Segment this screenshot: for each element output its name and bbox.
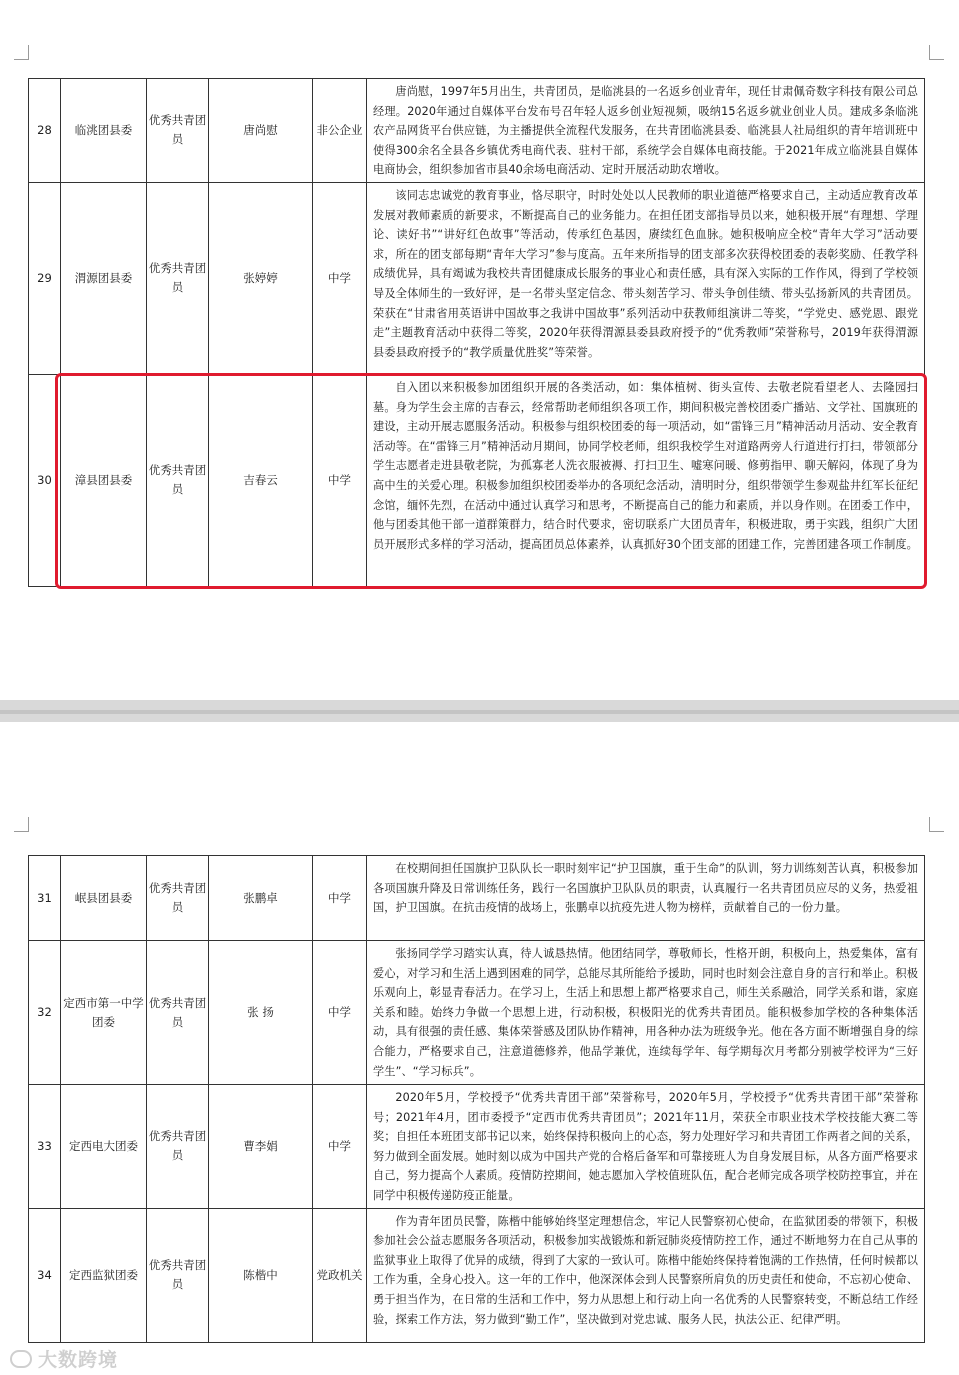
type-cell: 中学 xyxy=(313,1085,367,1209)
type-cell: 中学 xyxy=(313,182,367,374)
category-cell: 优秀共青团员 xyxy=(147,79,209,183)
name-cell: 唐尚慰 xyxy=(209,79,313,183)
type-cell: 中学 xyxy=(313,941,367,1085)
name-cell: 陈楷中 xyxy=(209,1208,313,1342)
unit-cell: 定西监狱团委 xyxy=(61,1208,147,1342)
table-row xyxy=(29,856,925,941)
row-number: 30 xyxy=(29,374,61,586)
name-cell: 张鹏卓 xyxy=(209,856,313,941)
category-cell: 优秀共青团员 xyxy=(147,1085,209,1209)
highlight-box xyxy=(55,373,927,589)
description-cell: 该同志忠诚党的教育事业，恪尽职守，时时处处以人民教师的职业道德严格要求自己，主动适应教育改革发展对教师素质的新要求，不断提高自己的业务能力。在担任团支部指导员以来，她积极开展“有理想、学理论、读好书”“讲好红色故事”等活动，传承红色基因，赓续红色血脉。她积极响应全校“青年大学习”活动要求，所在的团支部每期“青年大学习”参与度高。五年来所指导的团支部多次获得校团委的表彰奖励、任教学科成绩优异，具有竭诚为我校共青团健康成长服务的事业心和责任感，具有深入实际的工作作风，得到了学校领导及全体师生的一致好评，是一名带头坚定信念、带头刻苦学习、带头争创佳绩、带头弘扬新风的共青团员。荣获在“甘肃省用英语讲中国故事之我讲中国故事”系列活动中获教师组演讲二等奖，“学党史、感党恩、跟党走”主题教育活动中获得二等奖，2020年获得渭源县委县政府授予的“优秀教师”荣誉称号，2019年获得渭源县委县政府授予的“教学质量优胜奖”等荣誉。 xyxy=(367,182,925,374)
description-cell: 作为青年团员民警，陈楷中能够始终坚定理想信念，牢记人民警察初心使命，在监狱团委的带领下，积极参加社会公益志愿服务各项活动，积极参加实战锻炼和新冠肺炎疫情防控工作，通过不断地努力在自己从事的监狱事业上取得了优异的成绩，得到了大家的一致认可。陈楷中能始终保持着饱满的工作热情，任何时候都以工作为重，全身心投入。这一年的工作中，他深深体会到人民警察所肩负的历史责任和使命，不忘初心使命、勇于担当作为，在日常的生活和工作中，努力从思想上和行动上向一名优秀的人民警察转变，不断总结工作经验，探索工作方法，努力做到“勤工作”，坚决做到对党忠诚、服务人民，执法公正、纪律严明。 xyxy=(367,1208,925,1342)
unit-cell: 定西电大团委 xyxy=(61,1085,147,1209)
unit-cell: 岷县团县委 xyxy=(61,856,147,941)
unit-cell: 临洮团县委 xyxy=(61,79,147,183)
document-page-2 xyxy=(0,722,959,1375)
row-number: 29 xyxy=(29,182,61,374)
crop-mark-top-right xyxy=(929,817,944,832)
type-cell: 中学 xyxy=(313,374,367,586)
name-cell: 张婷婷 xyxy=(209,182,313,374)
description-cell: 唐尚慰，1997年5月出生，共青团员，是临洮县的一名返乡创业青年，现任甘肃佩奇数字科技有限公司总经理。2020年通过自媒体平台发布号召年轻人返乡创业短视频，吸纳15名返乡就业创业人员。建成多条临洮农产品网货平台供应链，为主播提供全流程代发服务，在共青团临洮县委、临洮县人社局组织的青年培训班中使得300余名全县各乡镇优秀电商代表、驻村干部，系统学会自媒体电商技能。于2021年成立临洮县自媒体电商协会，组织参加省市县40余场电商活动、定时开展活动助农增收。 xyxy=(367,79,925,183)
name-cell: 曹李娟 xyxy=(209,1085,313,1209)
table-row xyxy=(29,1208,925,1342)
description-cell: 自入团以来积极参加团组织开展的各类活动，如：集体植树、街头宣传、去敬老院看望老人、去隆园扫墓。身为学生会主席的吉春云，经常帮助老师组织各项工作，期间积极完善校团委广播站、文学社、国旗班的建设，主动开展志愿服务活动。积极参与组织校团委的每一项活动，如“雷锋三月”精神活动月活动、安全教育活动等。在“雷锋三月”精神活动月期间，协同学校老师，组织我校学生对道路两旁人行道进行打扫，带领部分学生志愿者走进县敬老院，为孤寡老人洗衣服被褥、打扫卫生、嘘寒问暖、修剪指甲、聊天解闷，体现了身为高中生的关爱心理。积极参加组织校团委举办的各项纪念活动，清明时分，组织带领学生参观盐井红军长征纪念馆，缅怀先烈，在活动中通过认真学习和思考，不断提高自己的能力和素质，并以身作则。在团委工作中，他与团委其他干部一道群策群力，结合时代要求，密切联系广大团员青年，积极进取，勇于实践，组织广大团员开展形式多样的学习活动，提高团员总体素养，认真抓好30个团支部的团建工作，完善团建各项工作制度。 xyxy=(367,374,925,586)
type-cell: 中学 xyxy=(313,856,367,941)
crop-mark-top-right xyxy=(929,45,944,60)
unit-cell: 定西市第一中学团委 xyxy=(61,941,147,1085)
category-cell: 优秀共青团员 xyxy=(147,1208,209,1342)
type-cell: 党政机关 xyxy=(313,1208,367,1342)
table-row xyxy=(29,941,925,1085)
category-cell: 优秀共青团员 xyxy=(147,182,209,374)
table-row xyxy=(29,182,925,374)
watermark-text: 大数跨境 xyxy=(38,1349,119,1371)
table-row xyxy=(29,1085,925,1209)
description-cell: 2020年5月，学校授予“优秀共青团干部”荣誉称号，2020年5月，学校授予“优秀共青团干部”荣誉称号；2021年4月，团市委授予“定西市优秀共青团员”；2021年11月，荣获全市职业技术学校技能大赛二等奖；自担任本班团支部书记以来，始终保持积极向上的心态，努力处理好学习和共青团工作两者之间的关系，努力做到全面发展。她时刻以成为中国共产党的合格后备军和可靠接班人为自身发展目标，从各方面严格要求自己，努力提高个人素质。疫情防控期间，她志愿加入学校值班队伍，配合老师完成各项学校防控事宜，并在同学中积极传递防疫正能量。 xyxy=(367,1085,925,1209)
watermark-logo-icon xyxy=(10,1350,32,1368)
page-separator-line xyxy=(0,710,959,714)
row-number: 31 xyxy=(29,856,61,941)
category-cell: 优秀共青团员 xyxy=(147,856,209,941)
row-number: 32 xyxy=(29,941,61,1085)
row-number: 34 xyxy=(29,1208,61,1342)
honor-table-page-2 xyxy=(28,855,925,1343)
category-cell: 优秀共青团员 xyxy=(147,374,209,586)
type-cell: 非公企业 xyxy=(313,79,367,183)
description-cell: 张扬同学学习踏实认真，待人诚恳热情。他团结同学，尊敬师长，性格开朗，积极向上，热爱集体，富有爱心，对学习和生活上遇到困难的同学，总能尽其所能给予援助，同时也时刻会注意自身的言行和举止。积极乐观向上，彰显青春活力。在学习上，生活上和思想上都严格要求自己，师生关系融洽，同学关系和谐，家庭关系和睦。始终力争做一个思想上进，行动积极，积极阳光的优秀共青团员。能积极参加学校的各种集体活动，具有很强的责任感、集体荣誉感及团队协作精神，用各种办法为班级争光。他在各方面不断增强自身的综合能力，严格要求自己，注意道德修养，他品学兼优，连续每学年、每学期每次月考都分别被学校评为“三好学生”、“学习标兵”。 xyxy=(367,941,925,1085)
table-row xyxy=(29,79,925,183)
name-cell: 吉春云 xyxy=(209,374,313,586)
category-cell: 优秀共青团员 xyxy=(147,941,209,1085)
crop-mark-top-left xyxy=(14,45,29,60)
name-cell: 张 扬 xyxy=(209,941,313,1085)
unit-cell: 渭源团县委 xyxy=(61,182,147,374)
watermark xyxy=(10,1345,118,1372)
row-number: 33 xyxy=(29,1085,61,1209)
row-number: 28 xyxy=(29,79,61,183)
description-cell: 在校期间担任国旗护卫队队长一职时刻牢记“护卫国旗，重于生命”的队训，努力训练刻苦认真，积极参加各项国旗升降及日常训练任务，践行一名国旗护卫队队员的职责，认真履行一名共青团员应尽的义务，热爱祖国，护卫国旗。在抗击疫情的战场上，张鹏卓以抗疫先进人物为榜样，贡献着自己的一份力量。 xyxy=(367,856,925,941)
unit-cell: 漳县团县委 xyxy=(61,374,147,586)
crop-mark-top-left xyxy=(14,817,29,832)
